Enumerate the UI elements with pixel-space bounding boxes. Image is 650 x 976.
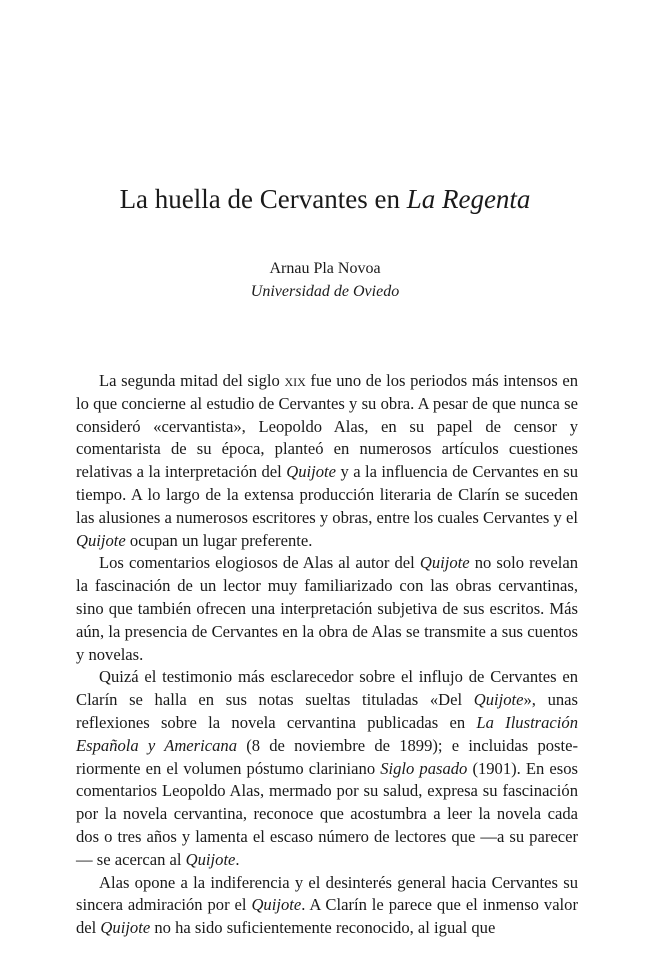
paragraph-3: Quizá el testimonio más esclarecedor sobre el influjo de Cervantes en Clarín se halla en sus notas sueltas tituladas «Del Quijote», unas reflexiones sobre la novela cervantina publicadas en La Ilustración Española y Americana (8 de noviembre de 1899); e incluidas posteriormente en el volumen póstumo clariniano Siglo pasado (1901). En esos comentarios Leopoldo Alas, mermado por su salud, expresa su fascinación por la novela cervantina, reconoce que acostumbra a leer la novela cada dos o tres años y lamenta el escaso número de lectores que —a su parecer— se acercan al Quijote. (76, 667, 579, 869)
century-numeral: xix (284, 371, 306, 390)
article-title (0, 181, 650, 217)
paragraph-1: La segunda mitad del siglo xix fue uno de los periodos más intensos en lo que concierne al estudio de Cervantes y su obra. A pesar de que nunca se consideró «cervantista», Leopoldo Alas, en su papel de censor y comentarista de su época, planteó en numerosos artículos cuestiones relativas a la interpretación del Quijote y a la influencia de Cervantes en su tiempo. A lo largo de la extensa producción literaria de Clarín se suceden las alusiones a numerosos escritores y obras, entre los cuales Cervantes y el Quijote ocupan un lugar preferente. (76, 371, 579, 550)
author-name: Arnau Pla Novoa (269, 260, 381, 277)
author-affiliation: Universidad de Oviedo (250, 283, 400, 300)
paragraph-4: Alas opone a la indiferencia y el desinterés general hacia Cervantes su sincera admiración por el Quijote. A Clarín le parece que el inmenso valor del Quijote no ha sido suficientemente reconocido, al igual que (76, 872, 578, 938)
paragraph-2: Los comentarios elogiosos de Alas al autor del Quijote no solo revelan la fascinación de un lector muy familiarizado con las obras cervantinas, sino que también ofrecen una interpretación subjetiva de sus escritos. Más aún, la presencia de Cervantes en la obra de Alas se transmite a sus cuentos y novelas. (76, 553, 578, 664)
article-body (76, 370, 578, 940)
title-italic: La Regenta (406, 184, 531, 214)
title-main: La huella de Cervantes en (119, 184, 407, 214)
